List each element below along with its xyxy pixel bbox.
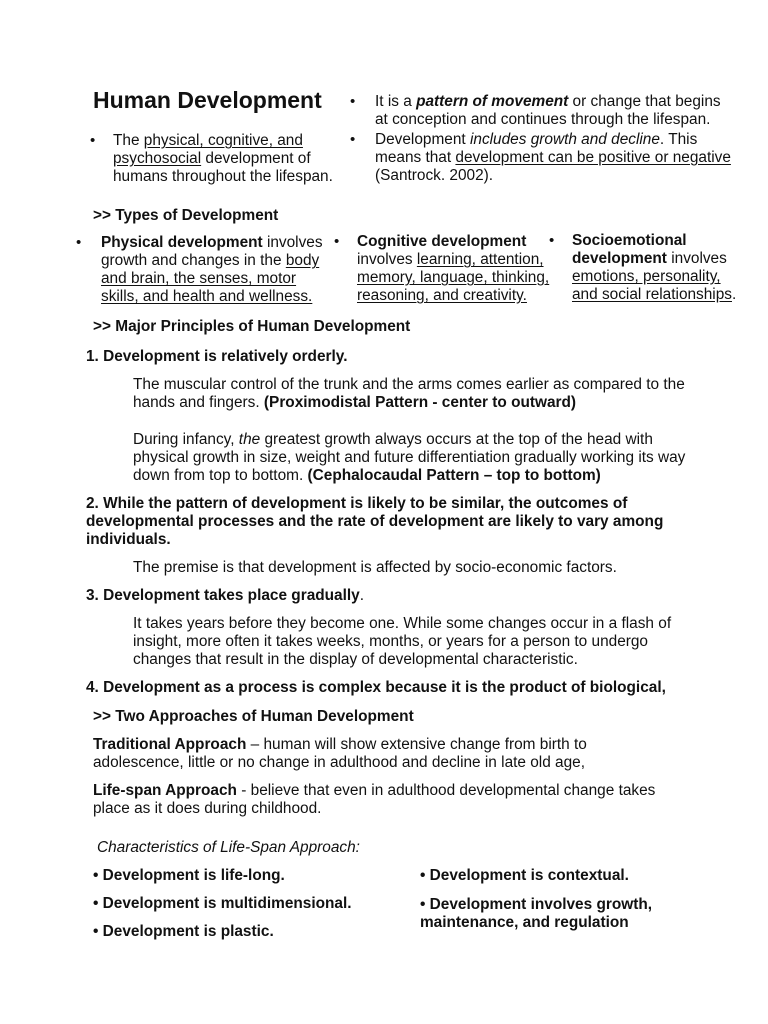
bold-term: (Proximodistal Pattern - center to outward): [263, 394, 577, 411]
text-line: [133, 431, 685, 449]
section-heading-types: >> Types of Development: [93, 207, 279, 224]
text-line: changes that result in the display of developmental characteristic.: [133, 651, 578, 668]
text-line: [572, 232, 736, 250]
plain-text: humans throughout the lifespan.: [113, 168, 333, 185]
principle-1-paragraph: [133, 431, 685, 485]
underlined-term: and brain, the senses, motor: [101, 270, 297, 287]
principle-2-paragraph: The premise is that development is affected by socio-economic factors.: [133, 559, 617, 576]
plain-text: adolescence, little or no change in adulthood and decline in late old age,: [93, 754, 586, 771]
plain-text: .: [732, 286, 737, 303]
underlined-term: learning, attention,: [416, 251, 544, 268]
underlined-term: physical, cognitive, and: [143, 132, 303, 149]
lifespan-approach-paragraph: [93, 782, 655, 818]
plain-text: During infancy,: [133, 431, 239, 448]
characteristic-item: • Development is life-long.: [93, 867, 285, 884]
bold-term: Traditional Approach: [93, 736, 247, 753]
underlined-term: memory, language, thinking,: [357, 269, 550, 286]
plain-text: – human will show extensive change from birth to: [246, 736, 587, 753]
text-line: developmental processes and the rate of development are likely to vary among: [86, 513, 664, 530]
text-line: [572, 250, 736, 268]
text-line: [93, 782, 655, 800]
plain-text: hands and fingers.: [133, 394, 264, 411]
underlined-term: development can be positive or negative: [455, 149, 731, 166]
text-line: insight, more often it takes weeks, months, or years for a person to undergo: [133, 633, 648, 650]
intro-growth-item: [375, 131, 731, 185]
principle-3-heading: [86, 587, 364, 605]
bold-term: Socioemotional: [572, 232, 687, 249]
plain-text: involves: [666, 250, 727, 267]
bold-term: Life-span Approach: [93, 782, 237, 799]
plain-text: The: [113, 132, 144, 149]
underlined-term: emotions, personality,: [572, 268, 721, 285]
type-cognitive-item: [357, 233, 549, 305]
plain-text: involves: [357, 251, 417, 268]
text-line: [357, 233, 549, 251]
plain-text: at conception and continues through the lifespan.: [375, 111, 711, 128]
page-title: Human Development: [93, 87, 322, 113]
text-line: [375, 149, 731, 167]
text-line: [572, 268, 736, 286]
section-heading-approaches: >> Two Approaches of Human Development: [93, 708, 414, 725]
italic-term: includes growth and decline: [469, 131, 660, 148]
text-line: [375, 93, 721, 111]
plain-text: It is a: [375, 93, 417, 110]
bullet-marker: •: [90, 132, 96, 149]
emphasized-term: pattern of movement: [416, 93, 569, 110]
text-line: • Development involves growth,: [420, 896, 653, 913]
bullet-marker: •: [549, 232, 555, 249]
characteristic-item: [420, 896, 652, 932]
underlined-term: reasoning, and creativity.: [357, 287, 527, 304]
bullet-marker: •: [350, 93, 356, 110]
plain-text: growth and changes in the: [101, 252, 286, 269]
text-line: [375, 167, 731, 185]
text-line: 2. While the pattern of development is likely to be similar, the outcomes of: [86, 495, 628, 512]
plain-text: development of: [201, 150, 311, 167]
text-line: [133, 449, 685, 467]
characteristic-item: • Development is multidimensional.: [93, 895, 352, 912]
bold-term: Cognitive development: [357, 233, 527, 250]
text-line: [375, 131, 731, 149]
text-line: [101, 270, 323, 288]
text-line: [93, 754, 587, 772]
traditional-approach-paragraph: [93, 736, 587, 772]
bullet-marker: •: [350, 131, 356, 148]
text-line: [101, 288, 323, 306]
plain-text: - believe that even in adulthood developmental change takes: [236, 782, 656, 799]
section-heading-principles: >> Major Principles of Human Development: [93, 318, 411, 335]
bullet-marker: •: [334, 233, 340, 250]
plain-text: or change that begins: [568, 93, 721, 110]
text-line: [133, 467, 685, 485]
plain-text: means that: [375, 149, 456, 166]
text-line: [113, 132, 333, 150]
text-line: individuals.: [86, 531, 171, 548]
text-line: [101, 252, 323, 270]
text-line: It takes years before they become one. While some changes occur in a flash of: [133, 615, 672, 632]
plain-text: place as it does during childhood.: [93, 800, 322, 817]
plain-text: . This: [659, 131, 698, 148]
characteristic-item: • Development is plastic.: [93, 923, 274, 940]
text-line: [93, 736, 587, 754]
text-line: [572, 286, 736, 304]
plain-text: physical growth in size, weight and future differentiation gradually working its way: [133, 449, 686, 466]
citation: (Santrock. 2002).: [375, 167, 494, 184]
italic-term: the: [238, 431, 261, 448]
bold-term: (Cephalocaudal Pattern – top to bottom): [307, 467, 601, 484]
plain-text: Development: [375, 131, 470, 148]
principle-4-heading: 4. Development as a process is complex because it is the product of biological,: [86, 679, 666, 696]
characteristics-title: Characteristics of Life-Span Approach:: [97, 839, 360, 856]
plain-text: down from top to bottom.: [133, 467, 308, 484]
plain-text: involves: [262, 234, 323, 251]
text-line: [357, 287, 549, 305]
plain-text: greatest growth always occurs at the top of the head with: [260, 431, 653, 448]
text-line: [133, 394, 685, 412]
text-line: maintenance, and regulation: [420, 914, 629, 931]
text-line: [113, 150, 333, 168]
text-line: [113, 168, 333, 186]
intro-pattern-item: [375, 93, 721, 129]
underlined-term: psychosocial: [113, 150, 202, 167]
text-line: [375, 111, 721, 129]
principle-3-paragraph: [133, 615, 671, 669]
principle-2-heading: [86, 495, 663, 549]
text-line: [133, 376, 685, 394]
text-line: [101, 234, 323, 252]
plain-text: The muscular control of the trunk and the arms comes earlier as compared to the: [133, 376, 685, 393]
principle-1-heading: 1. Development is relatively orderly.: [86, 348, 348, 365]
principle-1-paragraph: [133, 376, 685, 412]
bold-term: Physical development: [101, 234, 263, 251]
type-socioemotional-item: [572, 232, 736, 304]
bold-term: development: [572, 250, 667, 267]
text-line: [93, 800, 655, 818]
underlined-term: body: [285, 252, 320, 269]
bold-term: 3. Development takes place gradually: [86, 587, 360, 604]
characteristic-item: • Development is contextual.: [420, 867, 629, 884]
underlined-term: skills, and health and wellness.: [101, 288, 313, 305]
underlined-term: and social relationships: [572, 286, 732, 303]
text-line: [357, 251, 549, 269]
plain-text: .: [359, 587, 365, 604]
text-line: [357, 269, 549, 287]
intro-definition-item: [113, 132, 333, 186]
bullet-marker: •: [76, 234, 82, 251]
type-physical-item: [101, 234, 323, 306]
